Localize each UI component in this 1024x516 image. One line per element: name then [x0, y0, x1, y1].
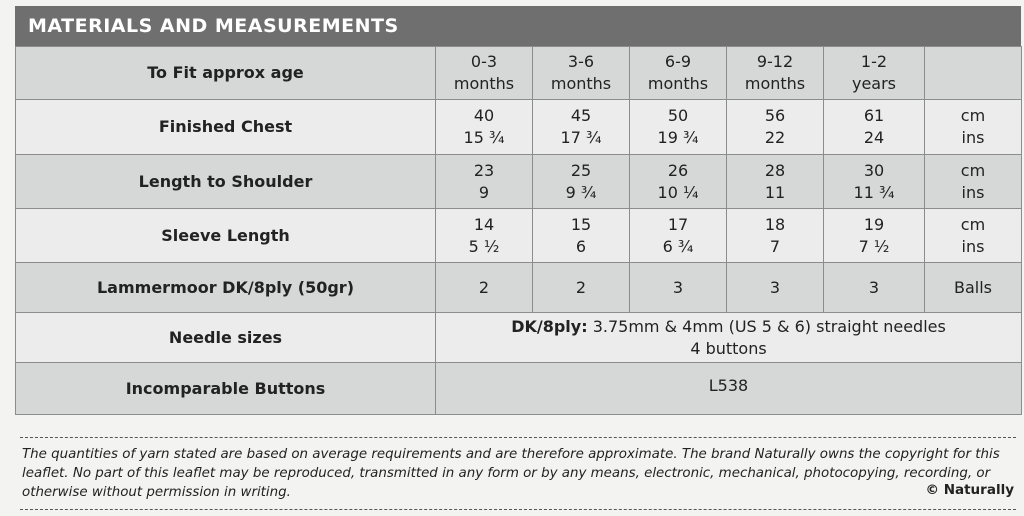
size-header: 6-9 months [630, 47, 727, 100]
value-cell: 2 [436, 263, 533, 313]
unit-cell: cm ins [925, 155, 1022, 209]
row-label-length: Length to Shoulder [16, 155, 436, 209]
value-cell: 56 22 [727, 100, 824, 155]
unit-header-empty [925, 47, 1022, 100]
table-row-length [16, 155, 1022, 209]
value-cell: 28 11 [727, 155, 824, 209]
size-header: 9-12 months [727, 47, 824, 100]
row-label-sleeve: Sleeve Length [16, 209, 436, 263]
size-header: 3-6 months [533, 47, 630, 100]
value-cell: 45 17 ¾ [533, 100, 630, 155]
value-cell: 2 [533, 263, 630, 313]
value-cell: 3 [727, 263, 824, 313]
value-cell: 3 [824, 263, 925, 313]
copyright-mark: © Naturally [925, 482, 1014, 498]
row-label-buttons: Incomparable Buttons [16, 363, 436, 415]
buttons-code: L538 [436, 363, 1022, 415]
unit-cell: cm ins [925, 100, 1022, 155]
measurements-table [15, 46, 1022, 415]
copyright-note [22, 445, 1016, 502]
unit-cell: Balls [925, 263, 1022, 313]
table-row-buttons [16, 363, 1022, 415]
value-cell: 17 6 ¾ [630, 209, 727, 263]
table-row-needles [16, 313, 1022, 363]
value-cell: 3 [630, 263, 727, 313]
needles-buttons-count: 4 buttons [690, 338, 767, 358]
divider-top [20, 437, 1016, 438]
size-header: 1-2 years [824, 47, 925, 100]
table-row-chest [16, 100, 1022, 155]
value-cell: 14 5 ½ [436, 209, 533, 263]
value-cell: 18 7 [727, 209, 824, 263]
value-cell: 25 9 ¾ [533, 155, 630, 209]
needles-details [436, 313, 1022, 363]
table-row-age [16, 47, 1022, 100]
row-label-needles: Needle sizes [16, 313, 436, 363]
divider-bottom [20, 509, 1016, 510]
section-header [15, 6, 1021, 46]
row-label-chest: Finished Chest [16, 100, 436, 155]
value-cell: 26 10 ¼ [630, 155, 727, 209]
value-cell: 61 24 [824, 100, 925, 155]
value-cell: 23 9 [436, 155, 533, 209]
value-cell: 30 11 ¾ [824, 155, 925, 209]
value-cell: 40 15 ¾ [436, 100, 533, 155]
section-title: MATERIALS AND MEASUREMENTS [28, 15, 399, 37]
table-row-sleeve [16, 209, 1022, 263]
value-cell: 15 6 [533, 209, 630, 263]
value-cell: 50 19 ¾ [630, 100, 727, 155]
table-row-yarn [16, 263, 1022, 313]
row-label-yarn: Lammermoor DK/8ply (50gr) [16, 263, 436, 313]
size-header: 0-3 months [436, 47, 533, 100]
needles-ply-label: DK/8ply: [511, 316, 588, 336]
row-label-age: To Fit approx age [16, 47, 436, 100]
note-text: The quantities of yarn stated are based on average requirements and are therefore approximate. The brand Naturally owns the copyright for this leaflet. No part of this leaflet may be reproduced, transmitted in any form or by any means, electronic, mechanical, photocopying, recording, or otherwise without permission in writing. [22, 447, 1000, 500]
needles-text: 3.75mm & 4mm (US 5 & 6) straight needles [587, 316, 946, 336]
value-cell: 19 7 ½ [824, 209, 925, 263]
unit-cell: cm ins [925, 209, 1022, 263]
